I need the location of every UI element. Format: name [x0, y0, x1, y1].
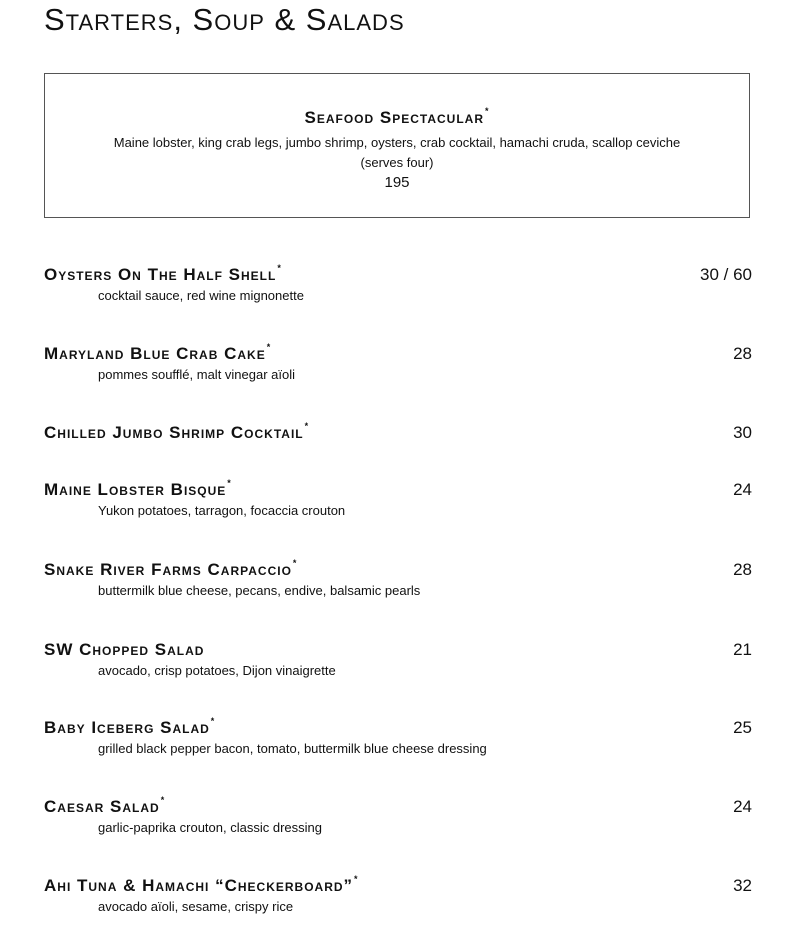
item-price: 25	[733, 718, 752, 737]
item-description: Yukon potatoes, tarragon, focaccia crouton	[98, 503, 346, 518]
item-name	[44, 480, 232, 500]
item-price: 24	[733, 480, 752, 499]
featured-mark: *	[485, 106, 490, 116]
item-name-text: Maine Lobster Bisque	[44, 480, 227, 499]
item-description: buttermilk blue cheese, pecans, endive, balsamic pearls	[98, 583, 421, 598]
item-description: cocktail sauce, red wine mignonette	[98, 288, 304, 303]
item-description: avocado aïoli, sesame, crispy rice	[98, 899, 294, 914]
menu-item	[44, 640, 752, 678]
item-mark: *	[266, 342, 272, 352]
item-name	[44, 265, 282, 285]
item-mark: *	[354, 874, 359, 884]
item-name-text: Oysters On The Half Shell	[44, 265, 277, 284]
item-name-text: Ahi Tuna & Hamachi “Checkerboard”	[44, 876, 354, 895]
item-description: grilled black pepper bacon, tomato, buttermilk blue cheese dressing	[98, 741, 487, 756]
menu-item	[44, 876, 752, 914]
page-title: Starters, Soup & Salads	[44, 2, 405, 37]
menu-item	[44, 718, 752, 756]
item-mark: *	[277, 263, 282, 273]
featured-serves: (serves four)	[360, 155, 434, 170]
featured-name-text: Seafood Spectacular	[304, 108, 484, 127]
item-price: 30 / 60	[700, 265, 752, 284]
item-description: avocado, crisp potatoes, Dijon vinaigrette	[98, 663, 336, 678]
item-price: 24	[733, 797, 752, 816]
item-name-text: Baby Iceberg Salad	[44, 718, 210, 737]
menu-item	[44, 480, 752, 518]
item-mark: *	[210, 716, 216, 726]
item-description: garlic-paprika crouton, classic dressing	[98, 820, 322, 835]
item-name-text: Caesar Salad	[44, 797, 160, 816]
item-price: 32	[733, 876, 752, 895]
item-name	[44, 560, 297, 580]
menu-item	[44, 560, 752, 598]
item-name-text: Chilled Jumbo Shrimp Cocktail	[44, 423, 304, 442]
item-name	[44, 423, 309, 443]
menu-item	[44, 344, 752, 382]
item-name-text: SW Chopped Salad	[44, 640, 205, 659]
item-name	[44, 344, 271, 364]
item-mark: *	[304, 421, 310, 431]
item-mark: *	[227, 478, 232, 488]
item-name	[44, 797, 165, 817]
menu-item	[44, 265, 752, 303]
item-name-text: Snake River Farms Carpaccio	[44, 560, 292, 579]
item-price: 28	[733, 344, 752, 363]
item-name	[44, 718, 215, 738]
item-price: 30	[733, 423, 752, 442]
item-price: 28	[733, 560, 752, 579]
menu-item	[44, 797, 752, 835]
item-name-text: Maryland Blue Crab Cake	[44, 344, 266, 363]
menu-item	[44, 423, 752, 446]
featured-box	[44, 73, 750, 218]
item-mark: *	[160, 795, 166, 805]
item-description: pommes soufflé, malt vinegar aïoli	[98, 367, 296, 382]
item-price: 21	[733, 640, 752, 659]
item-name	[44, 640, 205, 660]
item-mark: *	[292, 558, 298, 568]
featured-name	[45, 108, 749, 128]
featured-description: Maine lobster, king crab legs, jumbo shrimp, oysters, crab cocktail, hamachi cruda, scallop ceviche	[113, 135, 681, 150]
item-name	[44, 876, 359, 896]
featured-price: 195	[384, 174, 410, 191]
